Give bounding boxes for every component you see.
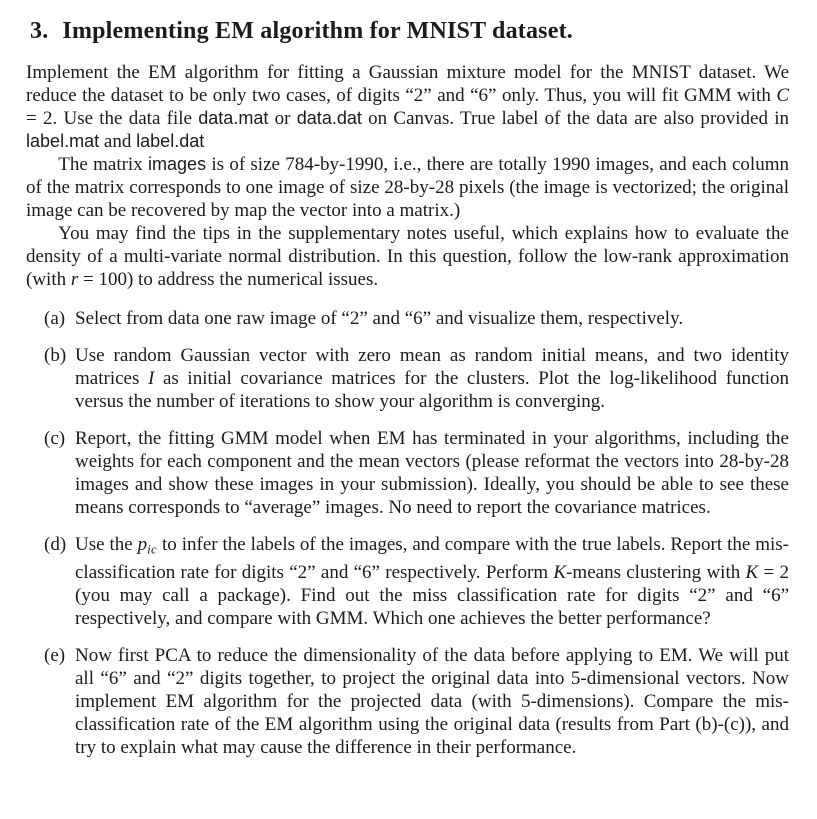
item-label-a: (a) bbox=[44, 308, 66, 329]
text-segment: = 2. Use the data file bbox=[26, 108, 199, 129]
section-title: Implementing EM algorithm for MNIST dataset. bbox=[62, 18, 573, 44]
list-item-b bbox=[44, 344, 789, 413]
math-var: K bbox=[745, 561, 759, 583]
text-segment: = 2 (you may call a package). Find out the miss classification rate for digits “2” and “6” respectively, and compare with GMM. Which one achieves the better performance? bbox=[75, 561, 790, 629]
list-item-a bbox=[44, 307, 789, 330]
text-segment: = 100) to address the numerical issues. bbox=[78, 269, 379, 290]
item-text-e bbox=[75, 644, 789, 759]
item-text-b bbox=[75, 344, 789, 413]
text-segment: The matrix bbox=[58, 154, 148, 175]
text-segment: as initial covariance matrices for the clusters. Plot the log-likelihood function versus the number of iterations to show your algorithm is converging. bbox=[75, 368, 790, 412]
math-var: I bbox=[148, 368, 155, 389]
text-segment: Implement the EM algorithm for fitting a Gaussian mixture model for the MNIST dataset. We reduce the dataset to be only two cases, of digits “2” and “6” only. Thus, you will fit GMM with bbox=[26, 62, 789, 106]
text-segment: and bbox=[99, 131, 137, 152]
problem-list bbox=[0, 307, 817, 759]
list-item-e bbox=[44, 644, 789, 759]
item-label-e: (e) bbox=[44, 644, 66, 666]
math-var: p bbox=[137, 534, 148, 555]
math-var: C bbox=[776, 85, 789, 106]
item-text-d bbox=[75, 533, 789, 630]
text-segment: Use random Gaussian vector with zero mean as random initial means, and two identity matrices bbox=[75, 345, 789, 389]
math-var: K bbox=[553, 561, 567, 583]
math-subscript: ic bbox=[147, 541, 158, 557]
paragraph-tips bbox=[26, 222, 789, 291]
text-segment: or bbox=[268, 108, 297, 129]
item-text-c bbox=[75, 427, 789, 519]
paragraph-matrix-size bbox=[26, 153, 789, 222]
text-segment: is of size 784-by-1990, i.e., there are totally 1990 images, and each column of the matrix corresponds to one image of size 28-by-28 pixels (the image is vectorized; the original image can be recovered by map the vector into a matrix.) bbox=[26, 154, 789, 221]
text-segment: Select from data one raw image of “2” and “6” and visualize them, respectively. bbox=[75, 308, 684, 329]
filename-text: label.dat bbox=[136, 131, 205, 151]
math-var: r bbox=[70, 269, 79, 290]
section-heading bbox=[30, 17, 790, 45]
item-label-d: (d) bbox=[44, 534, 67, 555]
text-segment: -means clustering with bbox=[566, 561, 746, 583]
item-text-a bbox=[75, 307, 789, 330]
item-label-c: (c) bbox=[44, 428, 66, 449]
list-item-d bbox=[44, 533, 789, 630]
text-segment: You may find the tips in the supplementary notes useful, which explains how to evaluate the density of a multi-variate normal distribution. In this question, follow the low-rank approximation (with bbox=[26, 223, 789, 290]
filename-text: label.mat bbox=[26, 131, 100, 151]
filename-text: data.dat bbox=[296, 108, 362, 128]
item-label-b: (b) bbox=[44, 345, 67, 366]
text-segment: to infer the labels of the images, and compare with the true labels. Report the mis-classification rate for digits “2” and “6” respectively. Perform bbox=[75, 534, 789, 583]
filename-text: images bbox=[147, 154, 207, 174]
filename-text: data.mat bbox=[198, 108, 269, 128]
list-item-c bbox=[44, 427, 789, 519]
paragraph-intro bbox=[26, 61, 789, 153]
section-number: 3. bbox=[30, 18, 49, 44]
text-segment: on Canvas. True label of the data are also provided in bbox=[361, 108, 789, 129]
text-segment: Now first PCA to reduce the dimensionality of the data before applying to EM. We will put all “6” and “2” digits together, to project the original data into 5-dimensional vectors. Now implement EM algorithm for the projected data (with 5-dimensions). Compare the mis-classification rate of the EM algorithm using the original data (results from Part (b)-(c)), and try to explain what may cause the difference in their performance. bbox=[75, 644, 789, 758]
text-segment: Report, the fitting GMM model when EM has terminated in your algorithms, including the weights for each component and the mean vectors (please reformat the vectors into 28-by-28 images and show these images in your submission). Ideally, you should be able to see these means corresponds to “average” images. No need to report the covariance matrices. bbox=[75, 428, 789, 518]
text-segment: Use the bbox=[75, 534, 138, 555]
